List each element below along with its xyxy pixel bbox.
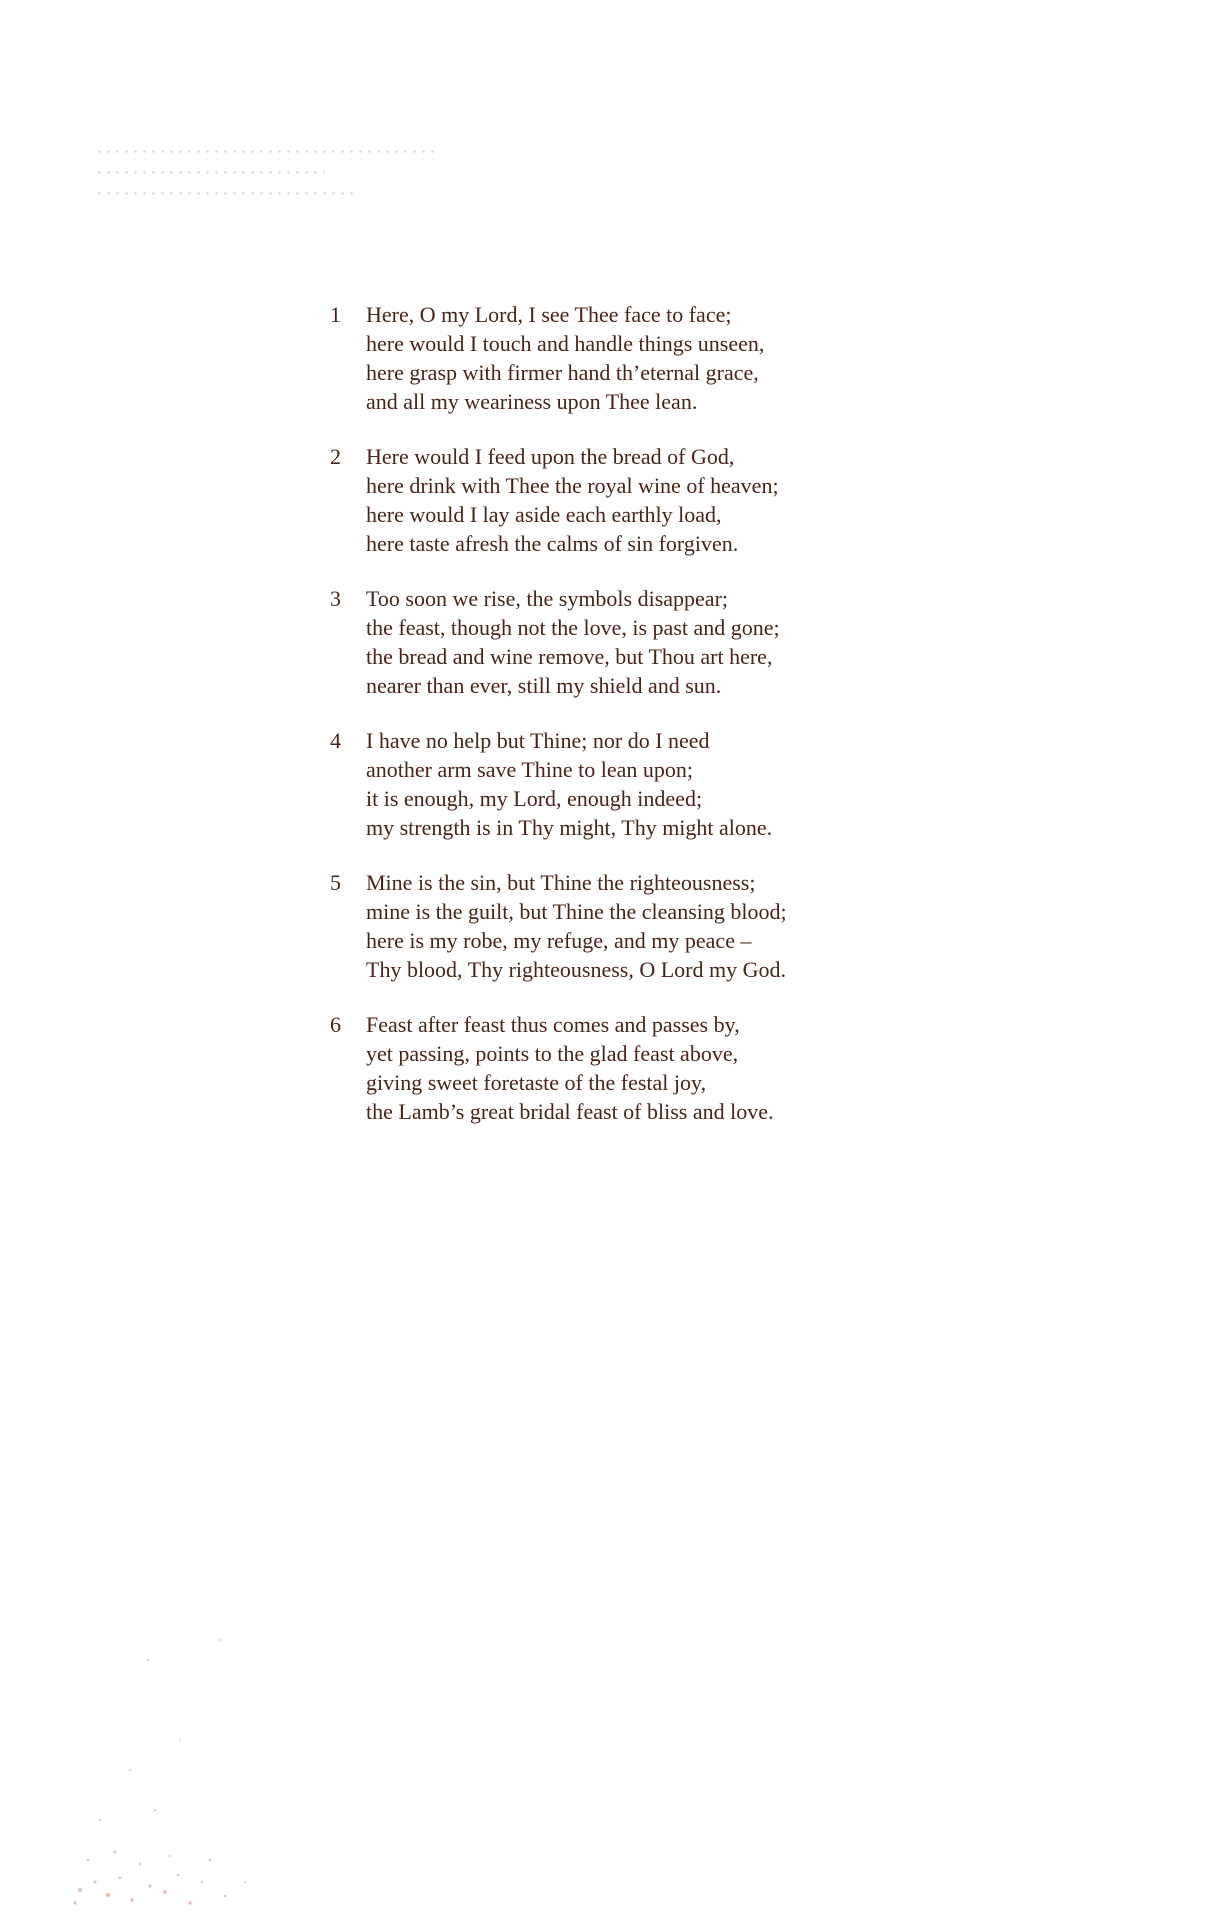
verse-number: 1 — [330, 302, 341, 327]
verse-line: here drink with Thee the royal wine of heaven; — [366, 473, 779, 498]
verse — [330, 300, 930, 416]
verse-number: 6 — [330, 1012, 341, 1037]
verse-line: my strength is in Thy might, Thy might alone. — [366, 815, 773, 840]
verse-line: Here, O my Lord, I see Thee face to face; — [366, 302, 732, 327]
verse-lines — [366, 584, 930, 700]
verse — [330, 442, 930, 558]
verse — [330, 584, 930, 700]
verse-line: mine is the guilt, but Thine the cleansing blood; — [366, 899, 787, 924]
verse — [330, 868, 930, 984]
verse-line: the Lamb’s great bridal feast of bliss and love. — [366, 1099, 774, 1124]
verse-line: Thy blood, Thy righteousness, O Lord my God. — [366, 957, 787, 982]
verse-number: 4 — [330, 728, 341, 753]
verse-number: 2 — [330, 444, 341, 469]
verse-line: here would I lay aside each earthly load, — [366, 502, 722, 527]
verse-line: Feast after feast thus comes and passes by, — [366, 1012, 740, 1037]
verse-line: here is my robe, my refuge, and my peace – — [366, 928, 752, 953]
verse-line: the bread and wine remove, but Thou art here, — [366, 644, 773, 669]
verse-lines — [366, 1010, 930, 1126]
verse-line: it is enough, my Lord, enough indeed; — [366, 786, 703, 811]
verse — [330, 726, 930, 842]
hymn-text — [330, 300, 930, 1152]
faded-line — [95, 171, 325, 174]
verse-line: yet passing, points to the glad feast above, — [366, 1041, 739, 1066]
scan-speckles — [60, 1620, 340, 1910]
verse-number: 5 — [330, 870, 341, 895]
verse-line: giving sweet foretaste of the festal joy, — [366, 1070, 707, 1095]
faded-text-residue — [95, 150, 455, 213]
verse-line: here taste afresh the calms of sin forgiven. — [366, 531, 739, 556]
verse-line: here would I touch and handle things unseen, — [366, 331, 765, 356]
faded-line — [95, 150, 435, 153]
verse-line: Here would I feed upon the bread of God, — [366, 444, 735, 469]
verse-line: nearer than ever, still my shield and sun. — [366, 673, 722, 698]
verse-line: Mine is the sin, but Thine the righteousness; — [366, 870, 756, 895]
verse-lines — [366, 300, 930, 416]
verse-line: Too soon we rise, the symbols disappear; — [366, 586, 729, 611]
verse-lines — [366, 726, 930, 842]
verse-line: another arm save Thine to lean upon; — [366, 757, 694, 782]
verse-line: and all my weariness upon Thee lean. — [366, 389, 698, 414]
verse-number: 3 — [330, 586, 341, 611]
verse-line: here grasp with firmer hand th’eternal grace, — [366, 360, 759, 385]
faded-line — [95, 192, 355, 195]
verse-lines — [366, 442, 930, 558]
verse — [330, 1010, 930, 1126]
verse-lines — [366, 868, 930, 984]
verse-line: I have no help but Thine; nor do I need — [366, 728, 710, 753]
verse-line: the feast, though not the love, is past and gone; — [366, 615, 780, 640]
